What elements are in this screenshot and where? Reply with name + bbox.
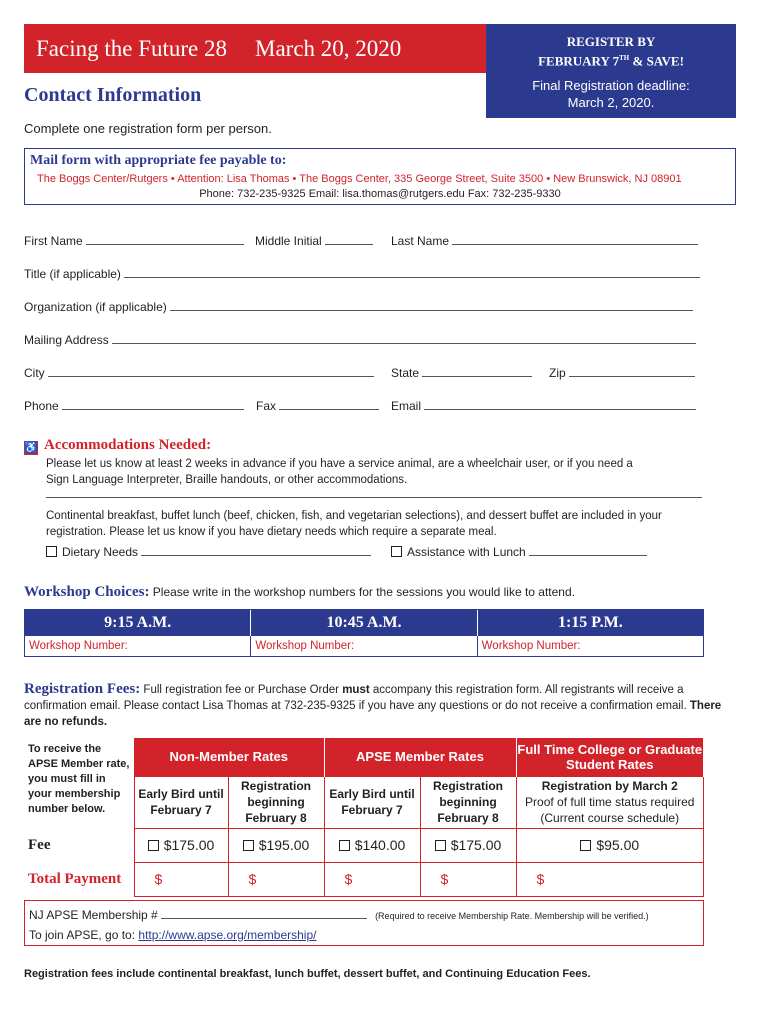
lunch-assistance-field[interactable]: Assistance with Lunch [391,545,647,559]
accommodations-text: Please let us know at least 2 weeks in advance if you have a service animal, are a wheelchair user, or if you need a Sign Language Interpreter, Braille handouts, or other accommodations. [46,458,633,486]
event-banner [24,24,486,73]
accommodations-title: Accommodations Needed: [44,437,212,453]
membership-box [24,900,704,946]
student-header: Full Time College or Graduate Student Rates [516,738,704,776]
subhead-reg-member: Registration beginning February 8 [420,776,516,828]
register-by-box [486,24,736,118]
middle-initial-field[interactable]: Middle Initial [255,234,373,248]
non-member-header: Non-Member Rates [134,738,324,776]
workshop-number-3[interactable]: Workshop Number: [481,640,581,652]
membership-number-field[interactable]: NJ APSE Membership # (Required to receive Membership Rate. Membership will be verified.) [29,908,649,922]
fee-checkbox[interactable] [148,840,159,851]
total-field-5[interactable]: $ [516,862,704,896]
workshop-time-3: 1:15 P.M. [557,614,623,631]
dietary-needs-field[interactable]: Dietary Needs [46,545,371,559]
apse-membership-link[interactable]: http://www.apse.org/membership/ [138,928,317,942]
contact-title: Contact Information [24,84,202,106]
final-deadline: Final Registration deadline: March 2, 2020. [532,78,690,111]
city-field[interactable]: City [24,366,374,380]
register-by-text: REGISTER BY FEBRUARY 7TH & SAVE! [538,34,684,69]
subhead-reg-nonmember: Registration beginning February 8 [228,776,324,828]
mail-contact: Phone: 732-235-9325 Email: lisa.thomas@rutgers.edu Fax: 732-235-9330 [199,188,561,200]
subhead-student: Registration by March 2 Proof of full time status required (Current course schedule) [516,776,704,828]
zip-field[interactable]: Zip [549,366,695,380]
subhead-early-nonmember: Early Bird until February 7 [134,776,228,828]
join-apse-line: To join APSE, go to: http://www.apse.org/membership/ [29,928,317,942]
subhead-early-member: Early Bird until February 7 [324,776,420,828]
workshop-time-1: 9:15 A.M. [25,610,251,636]
fee-option-2[interactable]: $195.00 [228,828,324,862]
mail-address: The Boggs Center/Rutgers • Attention: Lisa Thomas • The Boggs Center, 335 George Street, Suite 3500 • New Brunswick, NJ 08901 [37,173,682,185]
total-field-1[interactable]: $ [134,862,228,896]
fee-label: Fee [28,836,51,853]
fee-option-3[interactable]: $140.00 [324,828,420,862]
one-form-note: Complete one registration form per person. [24,121,272,136]
lunch-checkbox[interactable] [391,546,402,557]
total-field-4[interactable]: $ [420,862,516,896]
fee-checkbox[interactable] [580,840,591,851]
phone-field[interactable]: Phone [24,399,244,413]
last-name-field[interactable]: Last Name [391,234,698,248]
fee-checkbox[interactable] [243,840,254,851]
membership-rate-note: To receive the APSE Member rate, you must fill in your membership number below. [28,743,130,815]
fee-option-1[interactable]: $175.00 [134,828,228,862]
registration-fees-text: Registration Fees: Full registration fee or Purchase Order must accompany this registration form. All registrants will receive a confirmation email. Please contact Lisa Thomas at 732-235-9325 if you have any questions or do not receive a confirmation email. There are no refunds. [24,681,722,728]
fee-checkbox[interactable] [339,840,350,851]
fee-option-5[interactable]: $95.00 [516,828,704,862]
event-date: March 20, 2020 [255,35,402,61]
fee-checkbox[interactable] [435,840,446,851]
total-field-2[interactable]: $ [228,862,324,896]
workshop-number-2[interactable]: Workshop Number: [251,636,477,656]
email-field[interactable]: Email [391,399,696,413]
footer-note: Registration fees include continental breakfast, lunch buffet, dessert buffet, and Continuing Education Fees. [24,968,591,980]
workshop-table [24,609,704,657]
workshop-heading: Workshop Choices: Please write in the workshop numbers for the sessions you would like to attend. [24,584,575,600]
title-field[interactable]: Title (if applicable) [24,267,700,281]
wheelchair-icon: ♿ [24,442,38,454]
meal-text: Continental breakfast, buffet lunch (beef, chicken, fish, and vegetarian selections), and dessert buffet are included in your registration. Please let us know if you have dietary needs which require a separate meal. [46,510,662,538]
dietary-checkbox[interactable] [46,546,57,557]
apse-member-header: APSE Member Rates [324,738,516,776]
event-title: Facing the Future 28 [36,35,227,61]
total-payment-label: Total Payment [28,871,122,887]
first-name-field[interactable]: First Name [24,234,244,248]
state-field[interactable]: State [391,366,532,380]
fees-table [24,738,704,897]
workshop-time-2: 10:45 A.M. [251,610,477,636]
accommodations-line[interactable] [46,497,702,498]
mail-info-box [24,148,736,205]
total-field-3[interactable]: $ [324,862,420,896]
fax-field[interactable]: Fax [256,399,379,413]
mailing-address-field[interactable]: Mailing Address [24,333,696,347]
workshop-number-1[interactable]: Workshop Number: [25,636,251,656]
organization-field[interactable]: Organization (if applicable) [24,300,693,314]
mail-title: Mail form with appropriate fee payable to: [30,153,287,168]
fee-option-4[interactable]: $175.00 [420,828,516,862]
